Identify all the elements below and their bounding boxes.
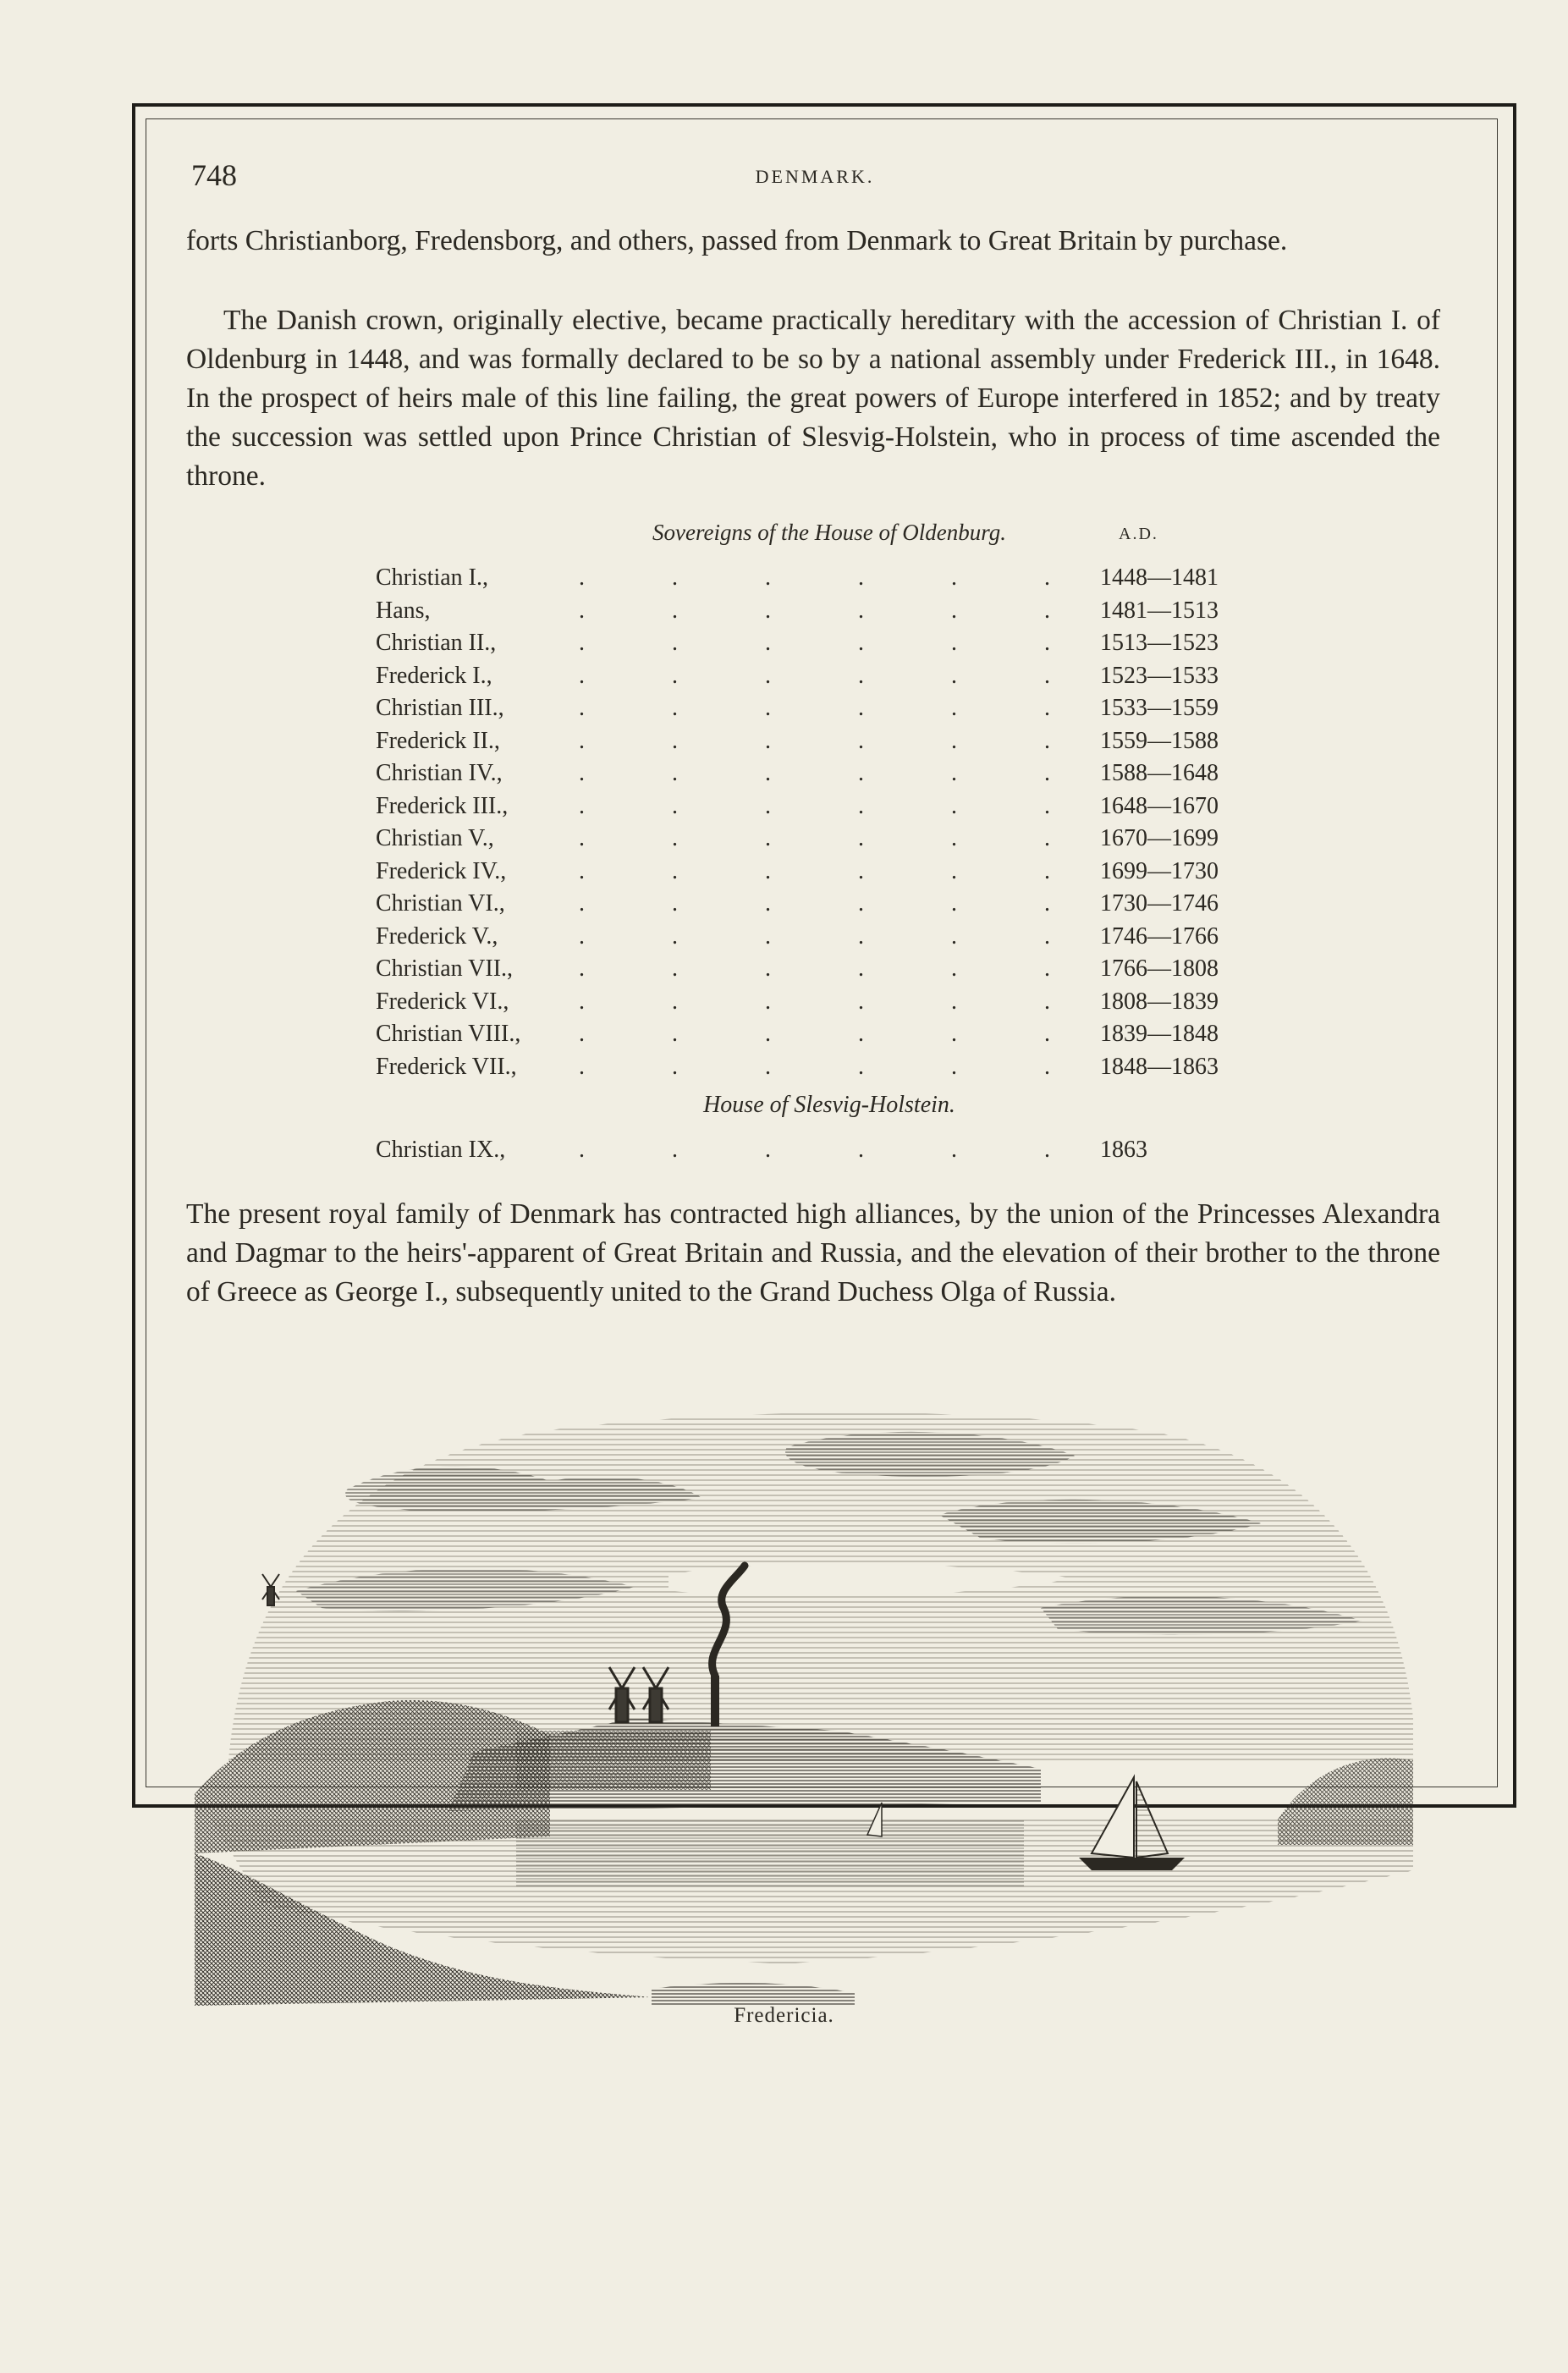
table-row: Frederick IV., . . . . . . 1699—1730 <box>376 856 1273 889</box>
sovereign-name: Christian IV., <box>376 760 503 786</box>
reign-years: 1746—1766 <box>1100 922 1219 950</box>
paragraph-1-text: forts Christianborg, Fredensborg, and others, passed from Denmark to Great Britain by purchase. <box>186 225 1288 256</box>
sovereign-name: Christian I., <box>376 564 488 591</box>
reign-years: 1448—1481 <box>1100 564 1219 591</box>
reign-years: 1808—1839 <box>1100 988 1219 1015</box>
reign-years: 1699—1730 <box>1100 857 1219 884</box>
table-row: Christian IX., . . . . . . 1863 <box>376 1134 1273 1166</box>
fort-wall <box>516 1731 711 1790</box>
sovereign-name: Christian VII., <box>376 955 514 982</box>
table-row: Frederick V., . . . . . . 1746—1766 <box>376 921 1273 954</box>
sovereign-name: Hans, <box>376 597 431 624</box>
table-row: Frederick VI., . . . . . . 1808—1839 <box>376 986 1273 1019</box>
reign-years: 1863 <box>1100 1137 1147 1163</box>
sovereign-name: Christian IX., <box>376 1137 506 1163</box>
paragraph-royal-family <box>186 1195 1440 1312</box>
sovereign-name: Christian V., <box>376 825 494 851</box>
running-title: DENMARK. <box>755 166 875 187</box>
table-row: Christian IV., . . . . . . 1588—1648 <box>376 757 1273 790</box>
sovereign-name: Frederick III., <box>376 792 509 819</box>
sovereign-name: Frederick I., <box>376 662 492 689</box>
sovereign-name: Frederick VII., <box>376 1053 517 1080</box>
reign-years: 1533—1559 <box>1100 695 1219 721</box>
table-row: Christian VI., . . . . . . 1730—1746 <box>376 888 1273 921</box>
sovereign-name: Frederick IV., <box>376 857 507 884</box>
sovereign-name: Frederick II., <box>376 727 500 754</box>
table-row: Christian V., . . . . . . 1670—1699 <box>376 823 1273 856</box>
reign-years: 1559—1588 <box>1100 727 1219 754</box>
sailboat <box>1092 1777 1134 1858</box>
table-column-header: A.D. <box>1119 525 1158 543</box>
reign-years: 1588—1648 <box>1100 760 1219 786</box>
reign-years: 1766—1808 <box>1100 955 1219 982</box>
foreground-rocks <box>652 1983 855 2006</box>
table-row: Christian III., . . . . . . 1533—1559 <box>376 692 1273 725</box>
table-subheading: House of Slesvig-Holstein. <box>703 1092 955 1118</box>
sovereign-name: Christian III., <box>376 695 504 721</box>
reign-years: 1848—1863 <box>1100 1053 1219 1080</box>
page-header <box>191 157 1439 200</box>
reign-years: 1670—1699 <box>1100 825 1219 851</box>
table-row: Christian II., . . . . . . 1513—1523 <box>376 627 1273 660</box>
table-row: Frederick I., . . . . . . 1523—1533 <box>376 660 1273 693</box>
reign-years: 1730—1746 <box>1100 890 1219 917</box>
reflection <box>516 1820 1024 1887</box>
sovereigns-table <box>376 562 1273 1083</box>
paragraph-3-text: The present royal family of Denmark has contracted high alliances, by the union of the Princesses Alexandra and Dagmar to the heirs'-apparent of Great Britain and Russia, and the elevation of their brother to the throne of Greece as George I., subsequently united to the Grand Duchess Olga of Russia. <box>186 1198 1440 1308</box>
table-row: Christian I., . . . . . . 1448—1481 <box>376 562 1273 595</box>
reign-years: 1648—1670 <box>1100 792 1219 819</box>
table-row: Frederick II., . . . . . . 1559—1588 <box>376 725 1273 758</box>
paragraph-2-text: The Danish crown, originally elective, became practically hereditary with the accession of Christian I. of Oldenburg in 1448, and was formally declared to be so by a national assembly under Frederick III., in 1648. In the prospect of heirs male of this line failing, the great powers of Europe interfered in 1852; and by treaty the succession was settled upon Prince Christian of Slesvig-Holstein, who in process of time ascended the throne. <box>186 305 1440 492</box>
reign-years: 1513—1523 <box>1100 630 1219 656</box>
sovereign-name: Frederick VI., <box>376 988 509 1015</box>
table-title: Sovereigns of the House of Oldenburg. <box>652 520 1006 545</box>
sovereign-name: Christian VIII., <box>376 1021 521 1047</box>
page-number: 748 <box>191 158 237 192</box>
fredericia-engraving <box>195 1396 1430 2006</box>
table-row: Christian VII., . . . . . . 1766—1808 <box>376 953 1273 986</box>
table-row: Frederick VII., . . . . . . 1848—1863 <box>376 1051 1273 1084</box>
sailboat-hull <box>1079 1858 1185 1870</box>
sovereign-name: Christian II., <box>376 630 497 656</box>
table-row: Frederick III., . . . . . . 1648—1670 <box>376 790 1273 823</box>
sovereign-name: Christian VI., <box>376 890 505 917</box>
sovereign-name: Frederick V., <box>376 922 498 950</box>
paragraph-continuation <box>186 222 1440 261</box>
table-row: Christian VIII., . . . . . . 1839—1848 <box>376 1018 1273 1051</box>
table-row: Hans, . . . . . . 1481—1513 <box>376 595 1273 628</box>
reign-years: 1523—1533 <box>1100 662 1219 689</box>
reign-years: 1481—1513 <box>1100 597 1219 624</box>
reign-years: 1839—1848 <box>1100 1021 1219 1047</box>
illustration-caption: Fredericia. <box>734 2004 834 2027</box>
smokestack <box>711 1676 719 1726</box>
paragraph-succession <box>186 301 1440 496</box>
